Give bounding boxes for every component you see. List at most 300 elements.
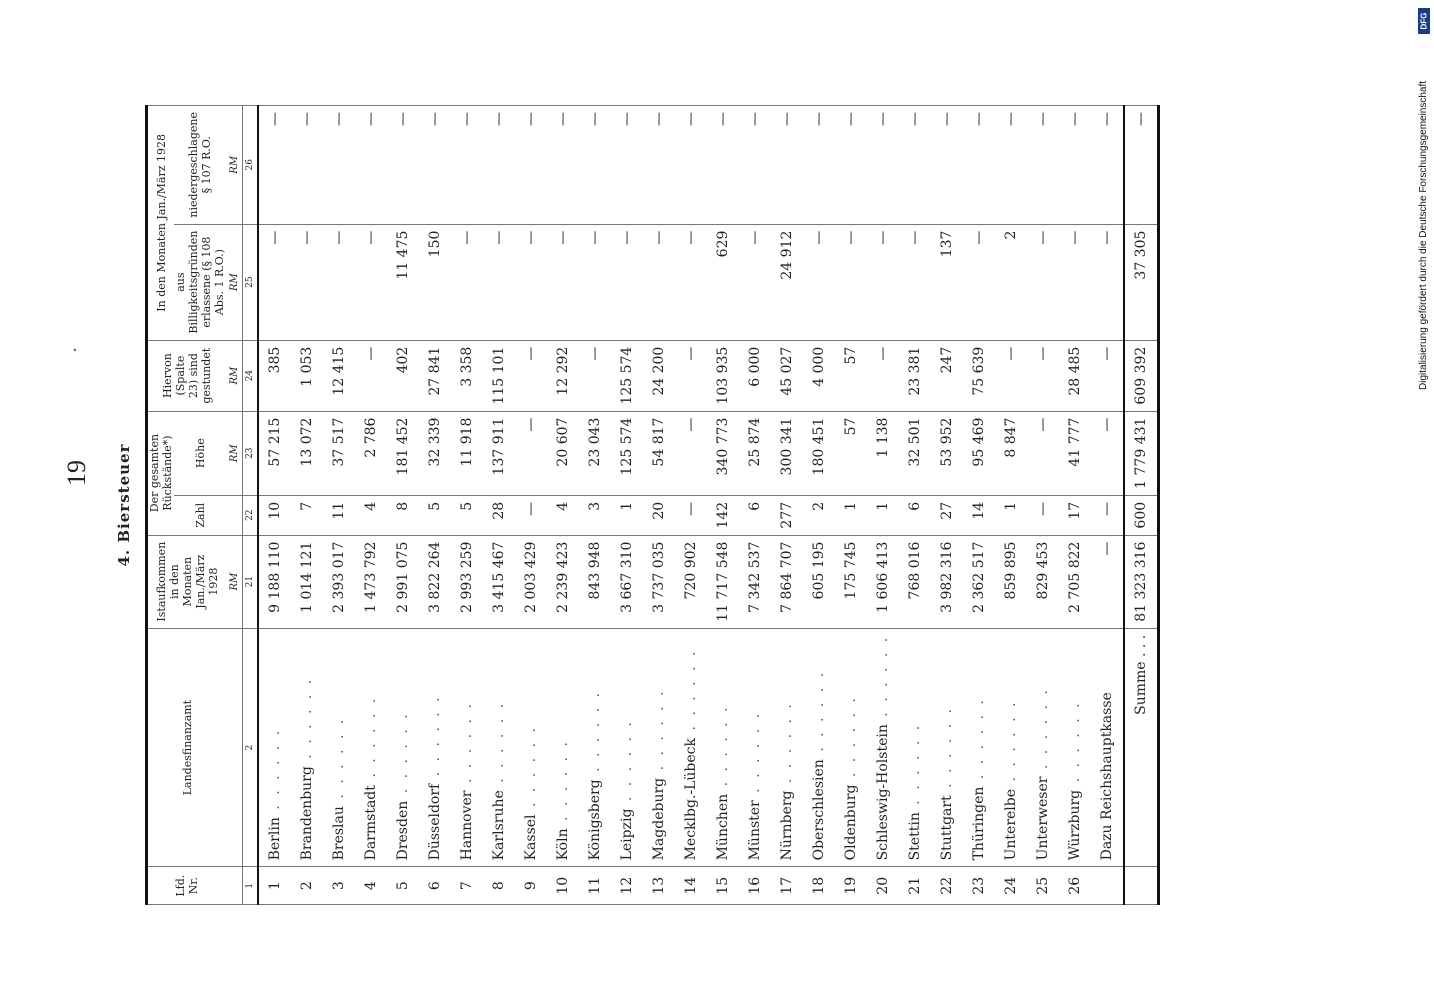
value-hoehe: 20 607: [547, 411, 579, 495]
value-billig: 137: [931, 224, 963, 340]
value-ist: 2 239 423: [547, 535, 579, 628]
digitization-credit-text: Digitalisierung gefördert durch die Deutsche Forschungsgemeinschaft: [1418, 80, 1429, 390]
leader-dots: . . . . . .: [267, 727, 283, 818]
value-gestundet: —: [579, 340, 611, 411]
value-ist: 11 717 548: [707, 535, 739, 628]
value-zahl: 28: [483, 495, 515, 535]
value-zahl: 1: [995, 495, 1027, 535]
table-head: [147, 106, 259, 905]
value-hoehe: 25 874: [739, 411, 771, 495]
value-billig: —: [803, 224, 835, 340]
office-name-cell: [611, 628, 643, 867]
row-number: 20: [867, 867, 899, 905]
office-name-cell: [995, 628, 1027, 867]
leader-dots: . . . . . .: [875, 634, 891, 725]
value-nieder: —: [451, 106, 483, 225]
leader-dots: . . . . . .: [459, 701, 475, 791]
unit-cell: [226, 495, 243, 535]
value-nieder: —: [323, 106, 355, 225]
office-name-cell: [355, 628, 387, 867]
office-name: Unterelbe: [1003, 788, 1019, 861]
value-zahl: —: [675, 495, 707, 535]
value-hoehe: 137 911: [483, 411, 515, 495]
value-hoehe: 8 847: [995, 411, 1027, 495]
leader-dots: . . . . . .: [1035, 687, 1051, 777]
office-name-cell: [771, 628, 803, 867]
value-ist: 2 393 017: [323, 535, 355, 628]
value-zahl: 6: [899, 495, 931, 535]
value-gestundet: 12 415: [323, 340, 355, 411]
value-nieder: —: [387, 106, 419, 225]
table-row: [515, 106, 547, 905]
value-nieder: —: [291, 106, 323, 225]
header-zahl: Zahl: [174, 495, 226, 535]
column-number: 22: [243, 495, 259, 535]
office-name-cell: [323, 628, 355, 867]
row-number: 13: [643, 867, 675, 905]
total-value-billig: 37 305: [1124, 224, 1159, 340]
extra-row-blank: [1091, 867, 1124, 905]
value-nieder: —: [899, 106, 931, 225]
row-number: 2: [291, 867, 323, 905]
value-gestundet: 115 101: [483, 340, 515, 411]
total-value-zahl: 600: [1124, 495, 1159, 535]
value-hoehe: 95 469: [963, 411, 995, 495]
office-name: Kassel: [523, 814, 539, 861]
value-nieder: —: [643, 106, 675, 225]
table-row: [643, 106, 675, 905]
total-label: Summe . . .: [1124, 628, 1159, 867]
table-row: [675, 106, 707, 905]
value-hoehe: 32 501: [899, 411, 931, 495]
total-value-ist: 81 323 316: [1124, 535, 1159, 628]
value-billig: 2: [995, 224, 1027, 340]
value-hoehe: 125 574: [611, 411, 643, 495]
value-billig: 150: [419, 224, 451, 340]
unit-cell: RM: [226, 535, 243, 628]
value-ist: 3 982 316: [931, 535, 963, 628]
leader-dots: . . . . . .: [555, 738, 571, 829]
value-gestundet: 57: [835, 340, 867, 411]
value-gestundet: 12 292: [547, 340, 579, 411]
value-gestundet: 3 358: [451, 340, 483, 411]
header-hoehe: Höhe: [174, 411, 226, 495]
office-name: Stuttgart: [939, 795, 955, 861]
leader-dots: . . . . . .: [1067, 700, 1083, 790]
office-name-cell: [899, 628, 931, 867]
value-ist: 1 014 121: [291, 535, 323, 628]
column-number: 23: [243, 411, 259, 495]
unit-cell: RM: [226, 224, 243, 340]
total-row-blank: [1124, 867, 1159, 905]
office-name-cell: [1059, 628, 1091, 867]
column-number: 25: [243, 224, 259, 340]
value-zahl: 277: [771, 495, 803, 535]
row-number: 18: [803, 867, 835, 905]
total-row: [1124, 106, 1159, 905]
value-billig: —: [1027, 224, 1059, 340]
value-hoehe: 300 341: [771, 411, 803, 495]
office-name: Schleswig-Holstein: [875, 724, 891, 861]
table-row: [483, 106, 515, 905]
value-ist: 2 003 429: [515, 535, 547, 628]
value-hoehe: —: [515, 411, 547, 495]
value-ist: 3 822 264: [419, 535, 451, 628]
office-name-cell: [835, 628, 867, 867]
value-billig: —: [258, 224, 291, 340]
office-name: Düsseldorf: [427, 783, 443, 861]
column-number: 1: [243, 867, 259, 905]
table-row: [291, 106, 323, 905]
table-row: [803, 106, 835, 905]
value-zahl: 8: [387, 495, 419, 535]
header-rueckstaende: Der gesamten Rückstände*): [147, 411, 175, 535]
row-number: 12: [611, 867, 643, 905]
value-ist: 2 362 517: [963, 535, 995, 628]
value-hoehe: 32 339: [419, 411, 451, 495]
leader-dots: . . . . . .: [747, 710, 763, 801]
value-gestundet: 24 200: [643, 340, 675, 411]
value-nieder: —: [995, 106, 1027, 225]
office-name: Mecklbg.-Lübeck: [683, 737, 699, 861]
row-number: 22: [931, 867, 963, 905]
table-body: [258, 106, 1159, 905]
value-billig: —: [611, 224, 643, 340]
table-row: [963, 106, 995, 905]
extra-value-billig: —: [1091, 224, 1124, 340]
section-title: 4. Biersteuer: [115, 443, 133, 567]
value-ist: 2 993 259: [451, 535, 483, 628]
office-name: Köln: [555, 828, 571, 861]
value-billig: —: [483, 224, 515, 340]
value-nieder: —: [515, 106, 547, 225]
value-billig: —: [963, 224, 995, 340]
office-name-cell: [483, 628, 515, 867]
office-name: Magdeburg: [651, 777, 667, 861]
office-name-cell: [675, 628, 707, 867]
value-gestundet: 4 000: [803, 340, 835, 411]
value-gestundet: 27 841: [419, 340, 451, 411]
leader-dots: . . . . . .: [715, 704, 731, 794]
extra-value-hoehe: —: [1091, 411, 1124, 495]
office-name-cell: [963, 628, 995, 867]
extra-value-zahl: —: [1091, 495, 1124, 535]
value-zahl: 142: [707, 495, 739, 535]
value-gestundet: 45 027: [771, 340, 803, 411]
leader-dots: . . . . . .: [1003, 699, 1019, 789]
row-number: 11: [579, 867, 611, 905]
office-name-cell: [547, 628, 579, 867]
value-hoehe: 11 918: [451, 411, 483, 495]
row-number: 23: [963, 867, 995, 905]
value-gestundet: —: [1027, 340, 1059, 411]
leader-dots: . . . . . .: [331, 716, 347, 807]
row-number: 25: [1027, 867, 1059, 905]
value-hoehe: 2 786: [355, 411, 387, 495]
value-zahl: 7: [291, 495, 323, 535]
office-name: Königsberg: [587, 779, 603, 861]
value-zahl: 14: [963, 495, 995, 535]
value-nieder: —: [931, 106, 963, 225]
office-name-cell: [931, 628, 963, 867]
value-billig: —: [899, 224, 931, 340]
leader-dots: . . . . . .: [811, 669, 827, 760]
value-nieder: —: [611, 106, 643, 225]
leader-dots: . . . . . .: [651, 688, 667, 778]
table-row: [1027, 106, 1059, 905]
unit-cell: RM: [226, 106, 243, 225]
value-gestundet: 385: [258, 340, 291, 411]
table-row: [835, 106, 867, 905]
value-zahl: 4: [547, 495, 579, 535]
office-name: Stettin: [907, 812, 923, 861]
value-billig: —: [323, 224, 355, 340]
leader-dots: . . . . . .: [523, 725, 539, 815]
value-nieder: —: [963, 106, 995, 225]
value-gestundet: —: [995, 340, 1027, 411]
unit-cell: [226, 867, 243, 905]
value-nieder: —: [675, 106, 707, 225]
header-gestundet: Hiervon (Spalte 23) sind gestundet: [147, 340, 227, 411]
header-unit-row: [226, 106, 243, 905]
column-number: 26: [243, 106, 259, 225]
table-row: [611, 106, 643, 905]
value-gestundet: 1 053: [291, 340, 323, 411]
dfg-logo-text: DFG: [1419, 12, 1429, 30]
value-billig: —: [547, 224, 579, 340]
page-number: 19: [62, 460, 91, 486]
value-nieder: —: [1027, 106, 1059, 225]
value-ist: 9 188 110: [258, 535, 291, 628]
value-hoehe: 181 452: [387, 411, 419, 495]
table-row: [387, 106, 419, 905]
header-number-row: [243, 106, 259, 905]
value-gestundet: 23 381: [899, 340, 931, 411]
value-hoehe: 53 952: [931, 411, 963, 495]
office-name-cell: [387, 628, 419, 867]
table-row: [451, 106, 483, 905]
header-nr: Lfd. Nr.: [147, 867, 227, 905]
value-billig: —: [867, 224, 899, 340]
value-gestundet: 28 485: [1059, 340, 1091, 411]
value-billig: —: [1059, 224, 1091, 340]
value-nieder: —: [547, 106, 579, 225]
unit-cell: [226, 628, 243, 867]
tax-table: [145, 105, 1160, 905]
row-number: 14: [675, 867, 707, 905]
value-hoehe: 13 072: [291, 411, 323, 495]
leader-dots: . . . . . .: [939, 705, 955, 796]
table-row: [931, 106, 963, 905]
value-nieder: —: [355, 106, 387, 225]
value-ist: 3 737 035: [643, 535, 675, 628]
value-zahl: 20: [643, 495, 675, 535]
row-number: 16: [739, 867, 771, 905]
value-ist: 7 342 537: [739, 535, 771, 628]
value-hoehe: 1 138: [867, 411, 899, 495]
value-gestundet: —: [515, 340, 547, 411]
value-zahl: —: [1027, 495, 1059, 535]
value-zahl: 1: [867, 495, 899, 535]
office-name: Münster: [747, 800, 763, 861]
value-gestundet: —: [355, 340, 387, 411]
value-billig: —: [291, 224, 323, 340]
value-nieder: —: [579, 106, 611, 225]
extra-row: [1091, 106, 1124, 905]
value-billig: —: [579, 224, 611, 340]
row-number: 6: [419, 867, 451, 905]
row-number: 4: [355, 867, 387, 905]
table-row: [323, 106, 355, 905]
leader-dots: . . . . . .: [587, 689, 603, 780]
header-name: Landesfinanzamt: [147, 628, 227, 867]
office-name: Hannover: [459, 790, 475, 861]
column-number: 24: [243, 340, 259, 411]
total-value-nieder: —: [1124, 106, 1159, 225]
value-ist: 2 705 822: [1059, 535, 1091, 628]
leader-dots: . . . . . .: [779, 701, 795, 791]
value-gestundet: 125 574: [611, 340, 643, 411]
value-ist: 7 864 707: [771, 535, 803, 628]
leader-dots: . . . . . .: [907, 722, 923, 813]
office-name: Leipzig: [619, 808, 635, 861]
value-ist: 768 016: [899, 535, 931, 628]
value-hoehe: 57 215: [258, 411, 291, 495]
value-billig: 629: [707, 224, 739, 340]
value-billig: —: [739, 224, 771, 340]
office-name-cell: [739, 628, 771, 867]
value-hoehe: 54 817: [643, 411, 675, 495]
office-name-cell: [1027, 628, 1059, 867]
value-ist: 2 991 075: [387, 535, 419, 628]
value-hoehe: 23 043: [579, 411, 611, 495]
value-ist: 843 948: [579, 535, 611, 628]
row-number: 26: [1059, 867, 1091, 905]
row-number: 19: [835, 867, 867, 905]
leader-dots: . . . . . .: [299, 676, 315, 767]
value-zahl: 6: [739, 495, 771, 535]
value-billig: 11 475: [387, 224, 419, 340]
extra-row-label: Dazu Reichshauptkasse: [1091, 628, 1124, 867]
value-ist: 1 473 792: [355, 535, 387, 628]
office-name: Breslau: [331, 806, 347, 861]
value-gestundet: —: [867, 340, 899, 411]
value-gestundet: 402: [387, 340, 419, 411]
office-name: Berlin: [267, 817, 283, 861]
header-billig: aus Billigkeitsgründen erlassene (§ 108 Abs. 1 R.O.): [174, 224, 226, 340]
column-number: 2: [243, 628, 259, 867]
office-name: Oldenburg: [843, 784, 859, 861]
digitization-credit: [1418, 12, 1430, 390]
table-row: [1059, 106, 1091, 905]
table-row: [547, 106, 579, 905]
total-value-gestundet: 609 392: [1124, 340, 1159, 411]
value-nieder: —: [419, 106, 451, 225]
value-nieder: —: [739, 106, 771, 225]
office-name: Würzburg: [1067, 789, 1083, 861]
value-ist: 1 606 413: [867, 535, 899, 628]
value-ist: 859 895: [995, 535, 1027, 628]
value-billig: 24 912: [771, 224, 803, 340]
value-ist: 605 195: [803, 535, 835, 628]
table-row: [739, 106, 771, 905]
office-name: Thüringen: [971, 786, 987, 861]
value-nieder: —: [867, 106, 899, 225]
office-name-cell: [803, 628, 835, 867]
value-billig: —: [675, 224, 707, 340]
office-name-cell: [579, 628, 611, 867]
value-zahl: —: [515, 495, 547, 535]
office-name: Karlsruhe: [491, 790, 507, 861]
value-billig: —: [835, 224, 867, 340]
table-row: [419, 106, 451, 905]
value-zahl: 11: [323, 495, 355, 535]
header-row-1: [147, 106, 175, 905]
row-number: 21: [899, 867, 931, 905]
value-billig: —: [643, 224, 675, 340]
value-gestundet: 75 639: [963, 340, 995, 411]
page-dot-mark: ·: [72, 340, 78, 361]
value-billig: —: [355, 224, 387, 340]
value-nieder: —: [1059, 106, 1091, 225]
office-name: Brandenburg: [299, 766, 315, 861]
value-nieder: —: [835, 106, 867, 225]
office-name-cell: [643, 628, 675, 867]
row-number: 7: [451, 867, 483, 905]
value-gestundet: 6 000: [739, 340, 771, 411]
row-number: 5: [387, 867, 419, 905]
value-zahl: 4: [355, 495, 387, 535]
value-zahl: 2: [803, 495, 835, 535]
leader-dots: . . . . . .: [363, 695, 379, 786]
row-number: 24: [995, 867, 1027, 905]
header-erlassen-group: In den Monaten Jan./März 1928: [147, 106, 175, 341]
value-nieder: —: [803, 106, 835, 225]
value-hoehe: 180 451: [803, 411, 835, 495]
office-name-cell: [451, 628, 483, 867]
value-ist: 3 667 310: [611, 535, 643, 628]
value-hoehe: —: [1027, 411, 1059, 495]
leader-dots: . . . . . .: [683, 648, 699, 738]
extra-value-nieder: —: [1091, 106, 1124, 225]
value-zahl: 1: [611, 495, 643, 535]
value-hoehe: 41 777: [1059, 411, 1091, 495]
office-name: Darmstadt: [363, 785, 379, 861]
unit-cell: RM: [226, 411, 243, 495]
table-row: [995, 106, 1027, 905]
header-ist: Istaufkommen in den Monaten Jan./März 1928: [147, 535, 227, 628]
office-name-cell: [258, 628, 291, 867]
value-hoehe: 37 517: [323, 411, 355, 495]
value-nieder: —: [771, 106, 803, 225]
office-name: Nürnberg: [779, 790, 795, 861]
office-name: Unterweser: [1035, 776, 1051, 861]
table-row: [707, 106, 739, 905]
value-ist: 720 902: [675, 535, 707, 628]
value-nieder: —: [258, 106, 291, 225]
value-gestundet: 247: [931, 340, 963, 411]
row-number: 3: [323, 867, 355, 905]
value-ist: 175 745: [835, 535, 867, 628]
value-zahl: 5: [451, 495, 483, 535]
value-hoehe: 340 773: [707, 411, 739, 495]
value-billig: —: [451, 224, 483, 340]
value-gestundet: —: [675, 340, 707, 411]
value-hoehe: —: [675, 411, 707, 495]
unit-cell: RM: [226, 340, 243, 411]
value-ist: 3 415 467: [483, 535, 515, 628]
office-name-cell: [867, 628, 899, 867]
